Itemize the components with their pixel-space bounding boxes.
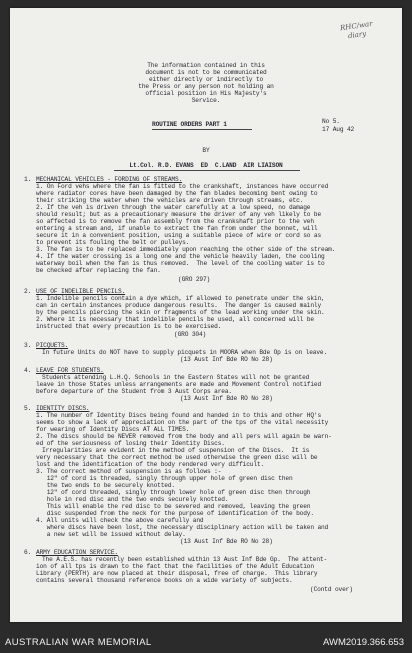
handwritten-note-line1: RHC/war — [339, 19, 374, 33]
section-line: the two ends to be securely knotted. — [36, 482, 175, 489]
section-heading: PICQUETS. — [36, 342, 69, 349]
order-number: No 5. — [322, 118, 340, 125]
section-line: 2. If the veh is driven through the water carefully at a low speed, no damage — [36, 204, 311, 211]
section-line: 3. The correct method of suspension is as follows :- — [36, 468, 222, 475]
section-line: very necessary that the correct method be used otherwise the green disc will be — [36, 454, 318, 461]
order-author: Lt.Col. R.D. EVANS ED C.LAND AIR LIAISON — [129, 162, 283, 169]
section-line: hole in red disc and the two ends securely knotted. — [36, 496, 229, 503]
section-heading: IDENTITY DISCS. — [36, 405, 90, 412]
section-line: 12" of cord threaded, singly through lower hole of green disc then through — [36, 489, 311, 496]
section-line: 1. On Ford vehs where the fan is fitted to the crankshaft, instances have occurred — [36, 183, 329, 190]
footer-accession-number: AWM2019.366.653 — [323, 637, 404, 648]
section-line: ion of all tps is drawn to the fact that the facilities of the Adult Education — [36, 563, 314, 570]
section-line: 3. The fan is to be replaced immediately upon reaching the other side of the stream. — [36, 246, 336, 253]
section-line: leave in those States unless arrangements are made and Movement Control notified — [36, 381, 322, 388]
section-line: Library (PERTH) are now placed at their disposal, free of charge. This library — [36, 570, 318, 577]
section-line: for wearing of Identity Discs AT ALL TIMES. — [36, 426, 190, 433]
section-heading: MECHANICAL VEHICLES - FORDING OF STREAMS. — [36, 176, 183, 183]
section-line: Students attending L.H.Q. Schools in the Eastern States will not be granted — [42, 374, 310, 381]
section-line: be checked after replacing the fan. — [36, 267, 161, 274]
section-line: contains several thousand reference books on a wide variety of subjects. — [36, 577, 293, 584]
section-number: 6. — [24, 549, 32, 556]
section-line: to prevent its fouling the belt or pulleys. — [36, 239, 190, 246]
section-line: 2. The discs should be NEVER removed from the body and all pers will again be warn- — [36, 433, 332, 440]
section-line: Irregularities are evident in the method of suspension of the Discs. It is — [42, 447, 310, 454]
section-line: 2. Where it is necessary that indelible pencils be used, all concerned will be — [36, 316, 314, 323]
handwritten-note-line2: diary — [347, 29, 367, 41]
section-line: seems to show a lack of appreciation on the part of the tps of the vital necessity — [36, 419, 329, 426]
section-line: instructed that every precaution is to be exercised. — [36, 323, 222, 330]
section-line: their striking the water when the vehicles are driven through streams, etc. — [36, 197, 304, 204]
section-line: by the pencils piercing the skin or fragments of the lead working under the skin. — [36, 309, 325, 316]
section-number: 4. — [24, 367, 32, 374]
secrecy-line: either directly or indirectly to — [148, 76, 264, 83]
section-line: entering a stream and, if unable to extract the fan from under the bonnet, will — [36, 225, 318, 232]
archive-footer — [0, 628, 412, 653]
section-line: where discs have been lost, the necessary disciplinary action will be taken and — [36, 524, 329, 531]
order-by: BY — [202, 147, 210, 154]
section-line: waterway boil when the fan is thus removed. The level of the cooling water is to — [36, 260, 325, 267]
order-date: 17 Aug 42 — [322, 126, 355, 133]
section-reference: (GRO 297) — [178, 276, 211, 283]
section-number: 5. — [24, 405, 32, 412]
section-heading: LEAVE FOR STUDENTS. — [36, 367, 104, 374]
section-heading: USE OF INDELIBLE PENCILS. — [36, 288, 126, 295]
section-number: 3. — [24, 342, 32, 349]
section-reference: (13 Aust Inf Bde RO No 28) — [180, 538, 273, 545]
section-line: In future Units do NOT have to supply picquets in MOORA when Bde Op is on leave. — [42, 349, 328, 356]
secrecy-line: Service. — [191, 97, 221, 104]
section-reference: (GRO 304) — [174, 331, 207, 338]
section-line: lost and the identification of the body rendered very difficult. — [36, 461, 265, 468]
order-title: ROUTINE ORDERS PART 1 — [152, 121, 227, 128]
section-line: before departure of the Student from 3 Aust Corps area. — [36, 388, 232, 395]
section-line: disc suspended from the neck for the purpose of identification of the body. — [36, 510, 314, 517]
section-line: can in certain instances produce dangerous results. The danger is caused mainly — [36, 302, 322, 309]
document-page — [10, 8, 402, 622]
section-line: ed of the seriousness of losing their Identity Discs. — [36, 440, 225, 447]
section-line: 1. Indelible pencils contain a dye which, if allowed to penetrate under the skin, — [36, 295, 325, 302]
continued-note: (Contd over) — [310, 586, 353, 593]
author-underline — [114, 170, 300, 171]
section-line: should result; but as a precautionary measure the driver of any veh likely to be — [36, 211, 322, 218]
section-line: where radiator cores have been damaged by the fan blades becoming bent owing to — [36, 190, 318, 197]
section-line: secure it in a convenient position, using a suitable piece of wire or cord so as — [36, 232, 322, 239]
secrecy-line: official position in His Majesty's — [145, 90, 267, 97]
footer-source: AUSTRALIAN WAR MEMORIAL — [5, 637, 152, 648]
section-number: 1. — [24, 176, 32, 183]
section-line: 1. The number of Identity Discs being found and handed in to this and other HQ's — [36, 412, 322, 419]
secrecy-line: the Press or any person not holding an — [138, 83, 274, 90]
section-line: The A.E.S. has recently been established within 13 Aust Inf Bde Gp. The attent- — [42, 556, 328, 563]
section-reference: (13 Aust Inf Bde RO No 28) — [180, 395, 273, 402]
section-heading: ARMY EDUCATION SERVICE. — [36, 549, 118, 556]
section-line: This will enable the red disc to be severed and removed, leaving the green — [36, 503, 311, 510]
section-line: 12" of cord is threaded, singly through upper hole of green disc then — [36, 475, 293, 482]
secrecy-line: document is not to be communicated — [145, 69, 267, 76]
title-underline — [152, 129, 252, 130]
secrecy-line: The information contained in this — [147, 62, 265, 69]
section-reference: (13 Aust Inf Bde RO No 28) — [180, 356, 273, 363]
section-line: a new set will be issued without delay. — [36, 531, 186, 538]
section-line: 4. If the water crossing is a long one and the vehicle heavily laden, the cooling — [36, 253, 325, 260]
section-line: so affected is to remove the fan assembly from the crankshaft prior to the veh — [36, 218, 314, 225]
section-number: 2. — [24, 288, 32, 295]
section-line: 4. All units will check the above carefully and — [36, 517, 204, 524]
